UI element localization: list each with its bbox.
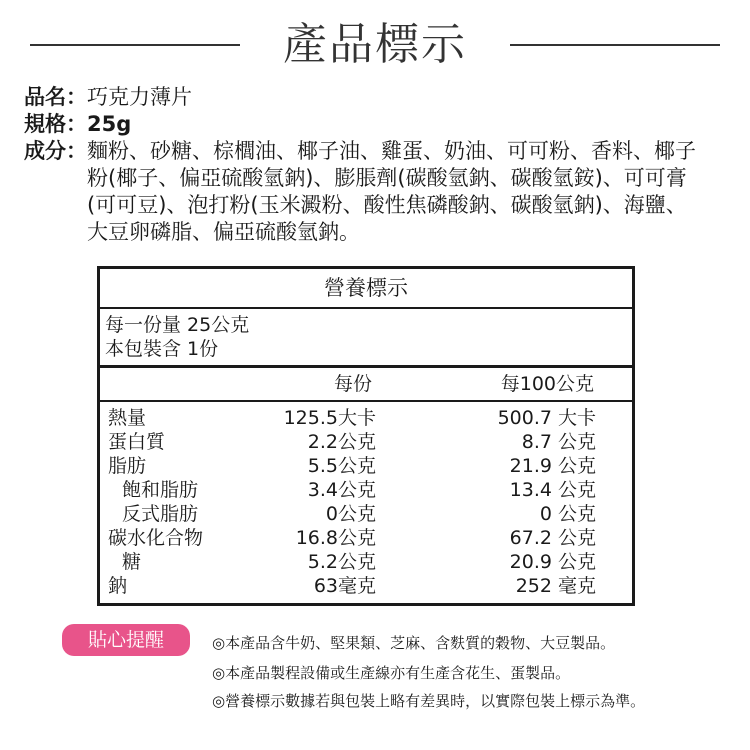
table-row bbox=[100, 526, 632, 550]
nutrient-per-serving: 5.2公克 bbox=[307, 551, 376, 573]
nutrient-name: 蛋白質 bbox=[108, 431, 166, 453]
nutrient-per-100g: 21.9 公克 bbox=[509, 455, 596, 477]
product-name-value: 巧克力薄片 bbox=[87, 85, 192, 109]
tips-badge: 貼心提醒 bbox=[62, 624, 190, 656]
nutrient-per-100g: 500.7 大卡 bbox=[497, 407, 596, 429]
nutrient-per-100g: 67.2 公克 bbox=[509, 527, 596, 549]
nutrient-name: 糖 bbox=[122, 551, 142, 573]
nutrient-per-serving: 16.8公克 bbox=[295, 527, 376, 549]
nutrition-rows bbox=[100, 402, 632, 598]
nutrient-name: 脂肪 bbox=[108, 455, 147, 477]
table-row bbox=[100, 406, 632, 430]
nutrient-name: 反式脂肪 bbox=[122, 503, 199, 525]
table-row bbox=[100, 478, 632, 502]
servings-per-pack: 本包裝含 1份 bbox=[105, 338, 219, 360]
nutrient-name: 飽和脂肪 bbox=[122, 479, 199, 501]
ingredients-row bbox=[24, 138, 724, 246]
nutrient-per-serving: 5.5公克 bbox=[307, 455, 376, 477]
serving-size: 每一份量 25公克 bbox=[105, 314, 250, 336]
ingredients-label: 成分： bbox=[24, 139, 87, 163]
table-row bbox=[100, 550, 632, 574]
serving-info bbox=[100, 309, 632, 368]
nutrition-table bbox=[97, 266, 635, 606]
column-per-serving: 每份 bbox=[333, 373, 372, 395]
nutrition-title: 營養標示 bbox=[100, 269, 632, 309]
nutrient-per-serving: 0公克 bbox=[325, 503, 376, 525]
nutrient-per-serving: 125.5大卡 bbox=[283, 407, 376, 429]
page-title: 產品標示 bbox=[283, 19, 467, 70]
ingredients-value: 麵粉、砂糖、棕櫚油、椰子油、雞蛋、奶油、可可粉、香料、椰子粉(椰子、偏亞硫酸氫鈉)、膨脹劑(碳酸氫鈉、碳酸氫銨)、可可膏(可可豆)、泡打粉(玉米澱粉、酸性焦磷酸鈉、碳酸氫鈉)、海鹽、大豆卵磷脂、偏亞硫酸氫鈉。 bbox=[87, 139, 696, 244]
nutrient-name: 鈉 bbox=[108, 575, 128, 597]
table-row bbox=[100, 502, 632, 526]
tip-allergen: ◎本產品含牛奶、堅果類、芝麻、含麩質的穀物、大豆製品。 bbox=[212, 634, 616, 652]
product-info bbox=[24, 84, 724, 246]
tip-production-line: ◎本產品製程設備或生產線亦有生產含花生、蛋製品。 bbox=[212, 664, 571, 682]
nutrient-name: 碳水化合物 bbox=[108, 527, 204, 549]
nutrient-per-100g: 252 毫克 bbox=[515, 575, 596, 597]
nutrient-name: 熱量 bbox=[108, 407, 147, 429]
tip-nutrition-disclaimer: ◎營養標示數據若與包裝上略有差異時，以實際包裝上標示為準。 bbox=[212, 692, 646, 710]
spec-value: 25g bbox=[87, 112, 132, 136]
nutrition-column-headers bbox=[100, 368, 632, 402]
nutrient-per-serving: 63毫克 bbox=[313, 575, 376, 597]
product-name-row bbox=[24, 84, 724, 111]
table-row bbox=[100, 574, 632, 598]
column-per-100g: 每100公克 bbox=[500, 373, 594, 395]
title-divider-right bbox=[510, 44, 720, 46]
product-name-label: 品名： bbox=[24, 85, 87, 109]
table-row bbox=[100, 454, 632, 478]
spec-label: 規格： bbox=[24, 112, 87, 136]
nutrient-per-100g: 20.9 公克 bbox=[509, 551, 596, 573]
nutrient-per-serving: 2.2公克 bbox=[307, 431, 376, 453]
nutrient-per-100g: 8.7 公克 bbox=[521, 431, 596, 453]
spec-row bbox=[24, 111, 724, 138]
table-row bbox=[100, 430, 632, 454]
nutrient-per-serving: 3.4公克 bbox=[307, 479, 376, 501]
title-row bbox=[0, 14, 750, 76]
nutrient-per-100g: 0 公克 bbox=[539, 503, 596, 525]
nutrient-per-100g: 13.4 公克 bbox=[509, 479, 596, 501]
